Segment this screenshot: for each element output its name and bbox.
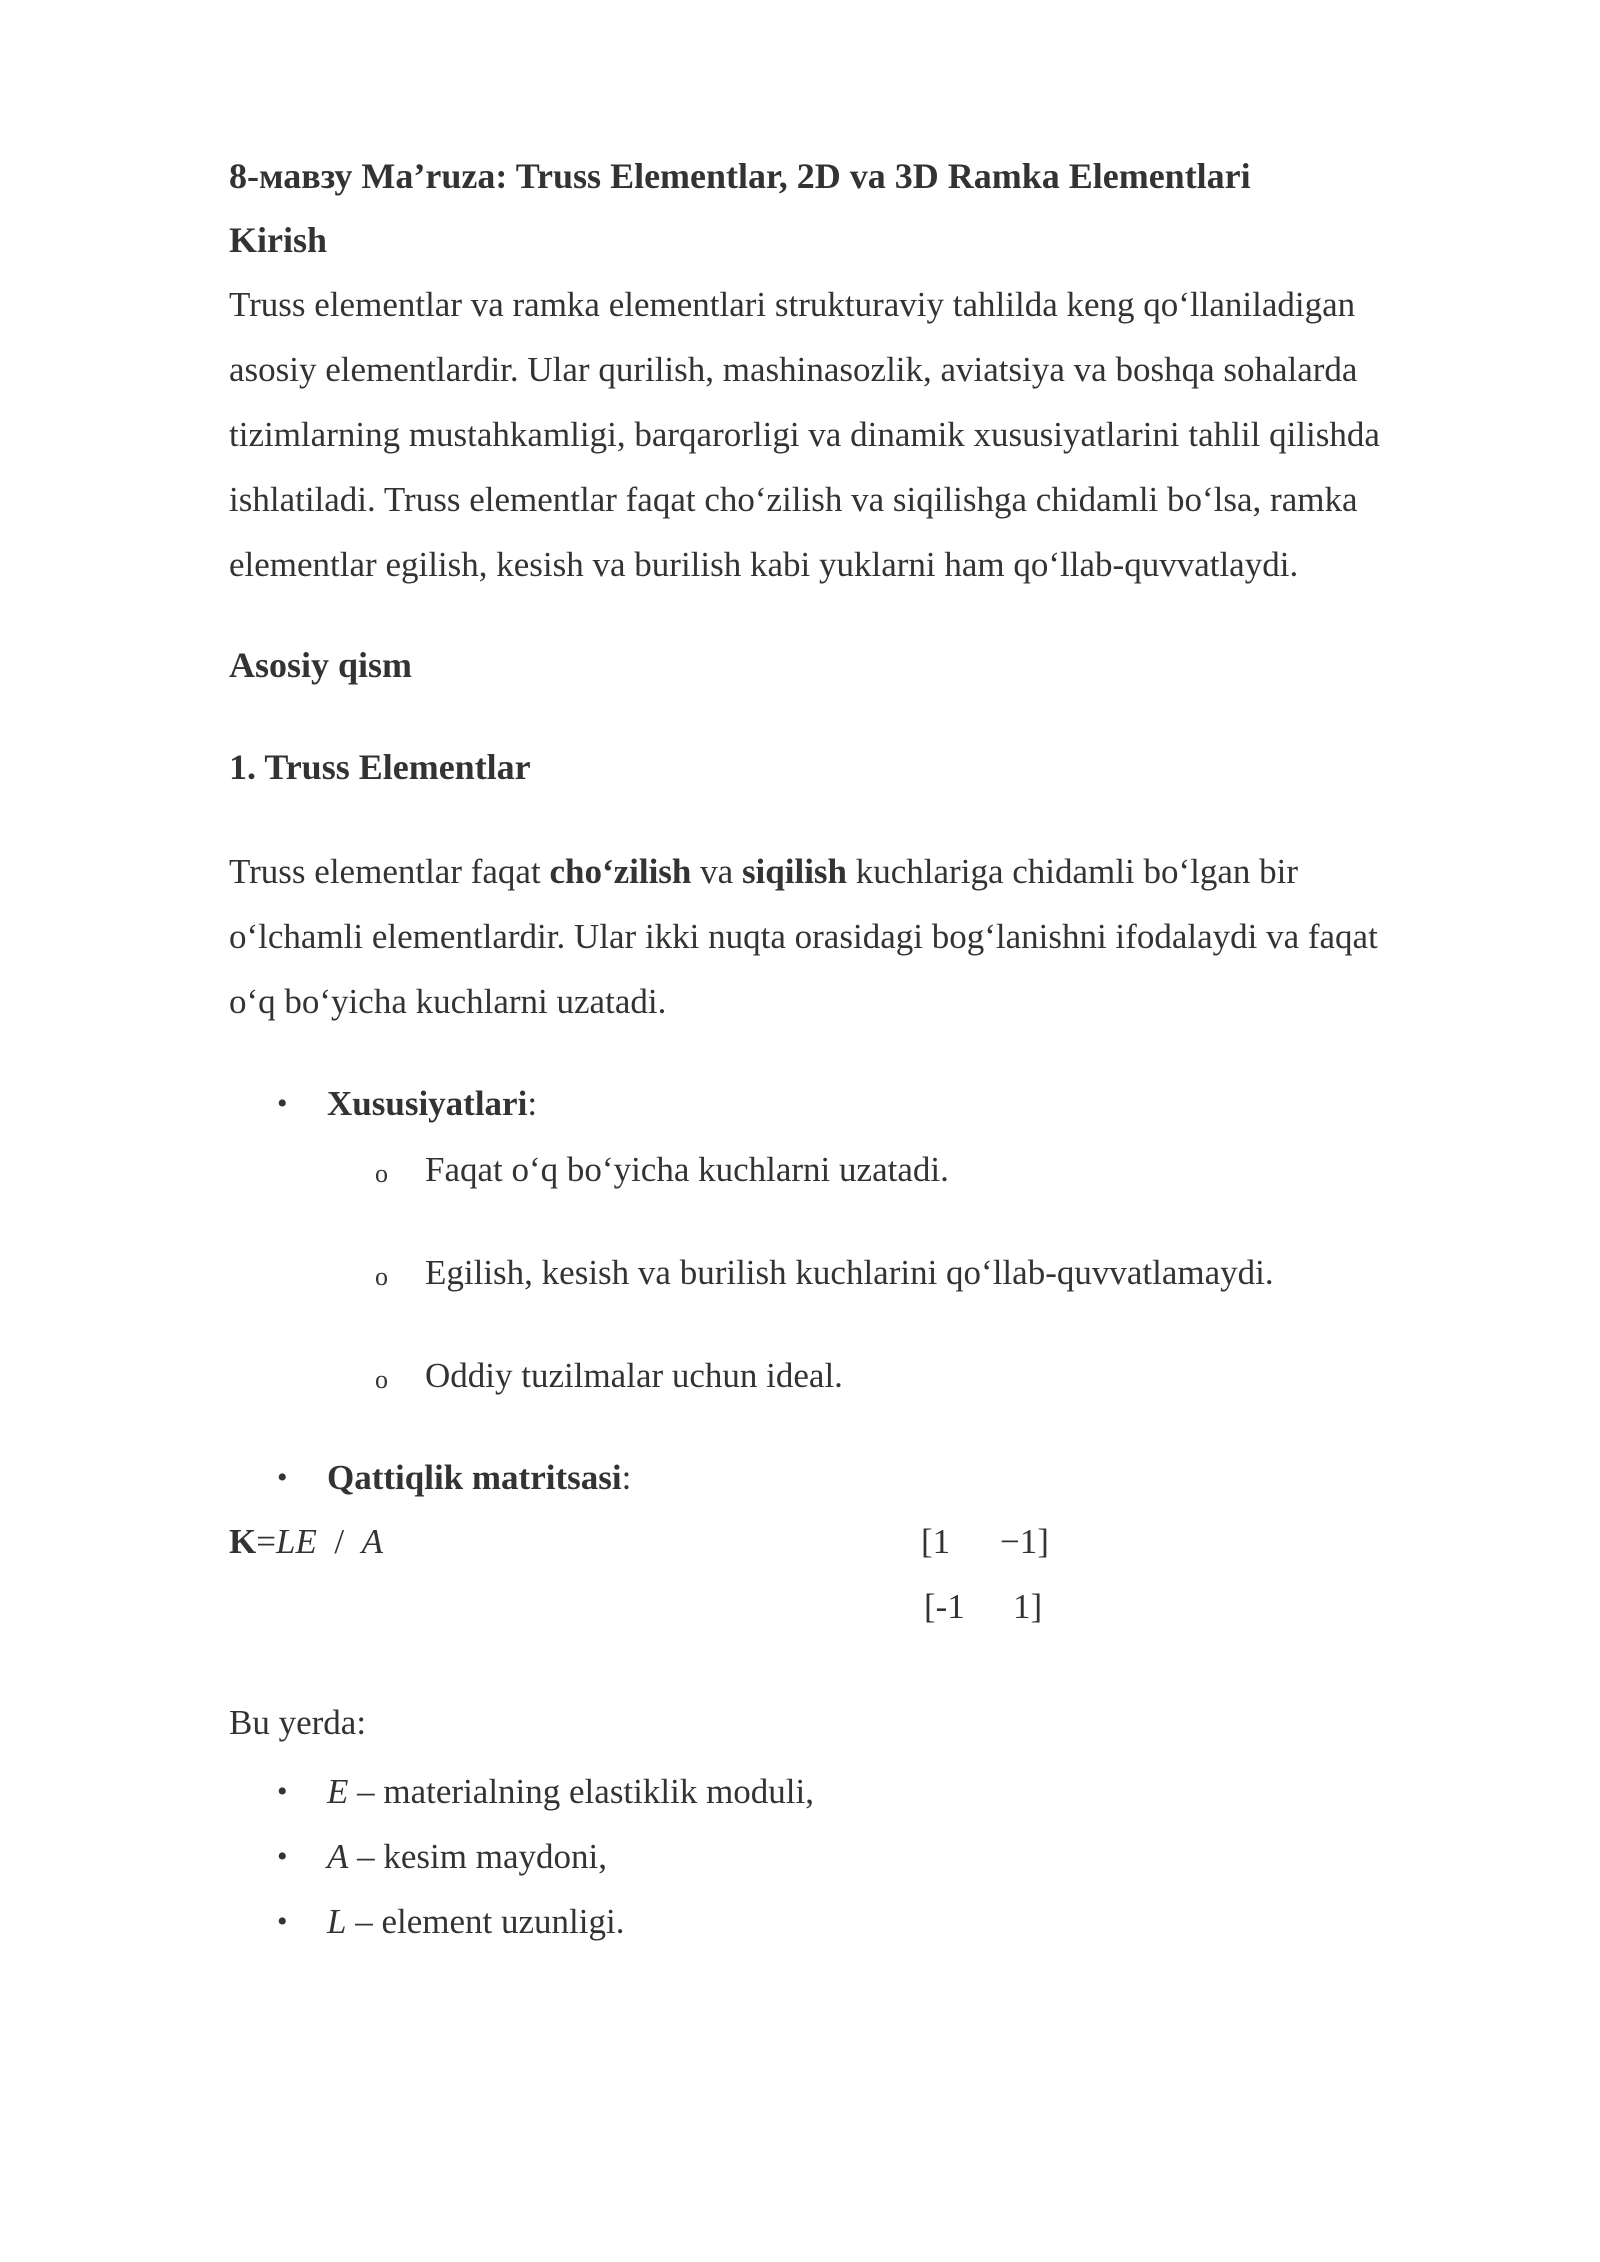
title-prefix: 8-мавзу <box>229 156 353 196</box>
para-bold-term: siqilish <box>741 852 848 891</box>
section-heading: 1. Truss Elementlar <box>229 747 531 787</box>
intro-line: tizimlarning mustahkamligi, barqarorligi va dinamik xususiyatlarini tahlil qilishda <box>229 415 1380 454</box>
formula-equals: = <box>256 1522 276 1561</box>
formula-le: LE <box>275 1522 317 1561</box>
main-heading: Asosiy qism <box>229 645 413 685</box>
list-item <box>229 1348 1479 1404</box>
properties-label: Xususiyatlari <box>327 1084 528 1123</box>
para-line: o‘lchamli elementlardir. Ular ikki nuqta orasidagi bog‘lanishni ifodalaydi va faqat <box>229 917 1378 956</box>
formula-a: A <box>361 1522 383 1561</box>
stiffness-label: Qattiqlik matritsasi <box>327 1458 622 1497</box>
property-text: Egilish, kesish va burilish kuchlarini qo‘llab-quvvatlamaydi. <box>425 1253 1274 1292</box>
circle-bullet-icon: o <box>375 1365 388 1394</box>
definition-text: – kesim maydoni, <box>348 1837 607 1876</box>
intro-line: Truss elementlar va ramka elementlari strukturaviy tahlilda keng qo‘llaniladigan <box>229 285 1356 324</box>
intro-heading: Kirish <box>229 220 328 260</box>
matrix-cell: −1] <box>1000 1522 1049 1561</box>
title-main: Ma’ruza: Truss Elementlar, 2D va 3D Ramka Elementlari <box>352 156 1251 196</box>
list-item <box>229 1889 1479 1954</box>
formula-k: K <box>229 1522 257 1561</box>
list-item <box>229 1450 1479 1506</box>
bullet-icon: • <box>277 1840 288 1873</box>
intro-line: elementlar egilish, kesish va burilish kabi yuklarni ham qo‘llab-quvvatlaydi. <box>229 545 1299 584</box>
list-item <box>229 1076 1479 1132</box>
section-paragraph <box>229 839 1479 1034</box>
property-text: Faqat o‘q bo‘yicha kuchlarni uzatadi. <box>425 1150 949 1189</box>
property-text: Oddiy tuzilmalar uchun ideal. <box>425 1356 843 1395</box>
para-text: Truss elementlar faqat <box>229 852 550 891</box>
bullet-icon: • <box>277 1905 288 1938</box>
definition-text: – materialning elastiklik moduli, <box>348 1772 815 1811</box>
definitions-list <box>229 1759 1479 1954</box>
bullet-icon: • <box>277 1775 288 1808</box>
list-item <box>229 1142 1479 1198</box>
para-text: va <box>691 852 742 891</box>
page-title <box>229 148 1479 212</box>
definition-symbol: A <box>327 1837 349 1876</box>
formula-lhs <box>229 1514 383 1570</box>
definition-symbol: L <box>327 1902 347 1941</box>
formula-slash: / <box>316 1522 362 1561</box>
document-page <box>229 148 1479 1954</box>
bullet-icon: • <box>277 1087 288 1120</box>
colon: : <box>621 1458 632 1497</box>
intro-paragraph <box>229 272 1479 597</box>
circle-bullet-icon: o <box>375 1262 388 1291</box>
properties-sublist <box>229 1142 1479 1404</box>
colon: : <box>527 1084 538 1123</box>
matrix-cell: [1 <box>921 1522 951 1561</box>
matrix-cell: 1] <box>1013 1587 1043 1626</box>
list-item <box>229 1759 1479 1824</box>
properties-list <box>229 1076 1479 1132</box>
intro-line: ishlatiladi. Truss elementlar faqat cho‘zilish va siqilishga chidamli bo‘lsa, ramka <box>229 480 1358 519</box>
where-label: Bu yerda: <box>229 1703 367 1742</box>
matrix-cell: [-1 <box>924 1587 965 1626</box>
para-line: o‘q bo‘yicha kuchlarni uzatadi. <box>229 982 667 1021</box>
stiffness-list <box>229 1450 1479 1506</box>
list-item <box>229 1245 1479 1301</box>
stiffness-formula <box>229 1514 1479 1644</box>
para-bold-term: cho‘zilish <box>549 852 692 891</box>
definition-symbol: E <box>327 1772 349 1811</box>
list-item <box>229 1824 1479 1889</box>
circle-bullet-icon: o <box>375 1159 388 1188</box>
bullet-icon: • <box>277 1461 288 1494</box>
definition-text: – element uzunligi. <box>346 1902 625 1941</box>
intro-line: asosiy elementlardir. Ular qurilish, mashinasozlik, aviatsiya va boshqa sohalarda <box>229 350 1358 389</box>
para-text: kuchlariga chidamli bo‘lgan bir <box>847 852 1298 891</box>
